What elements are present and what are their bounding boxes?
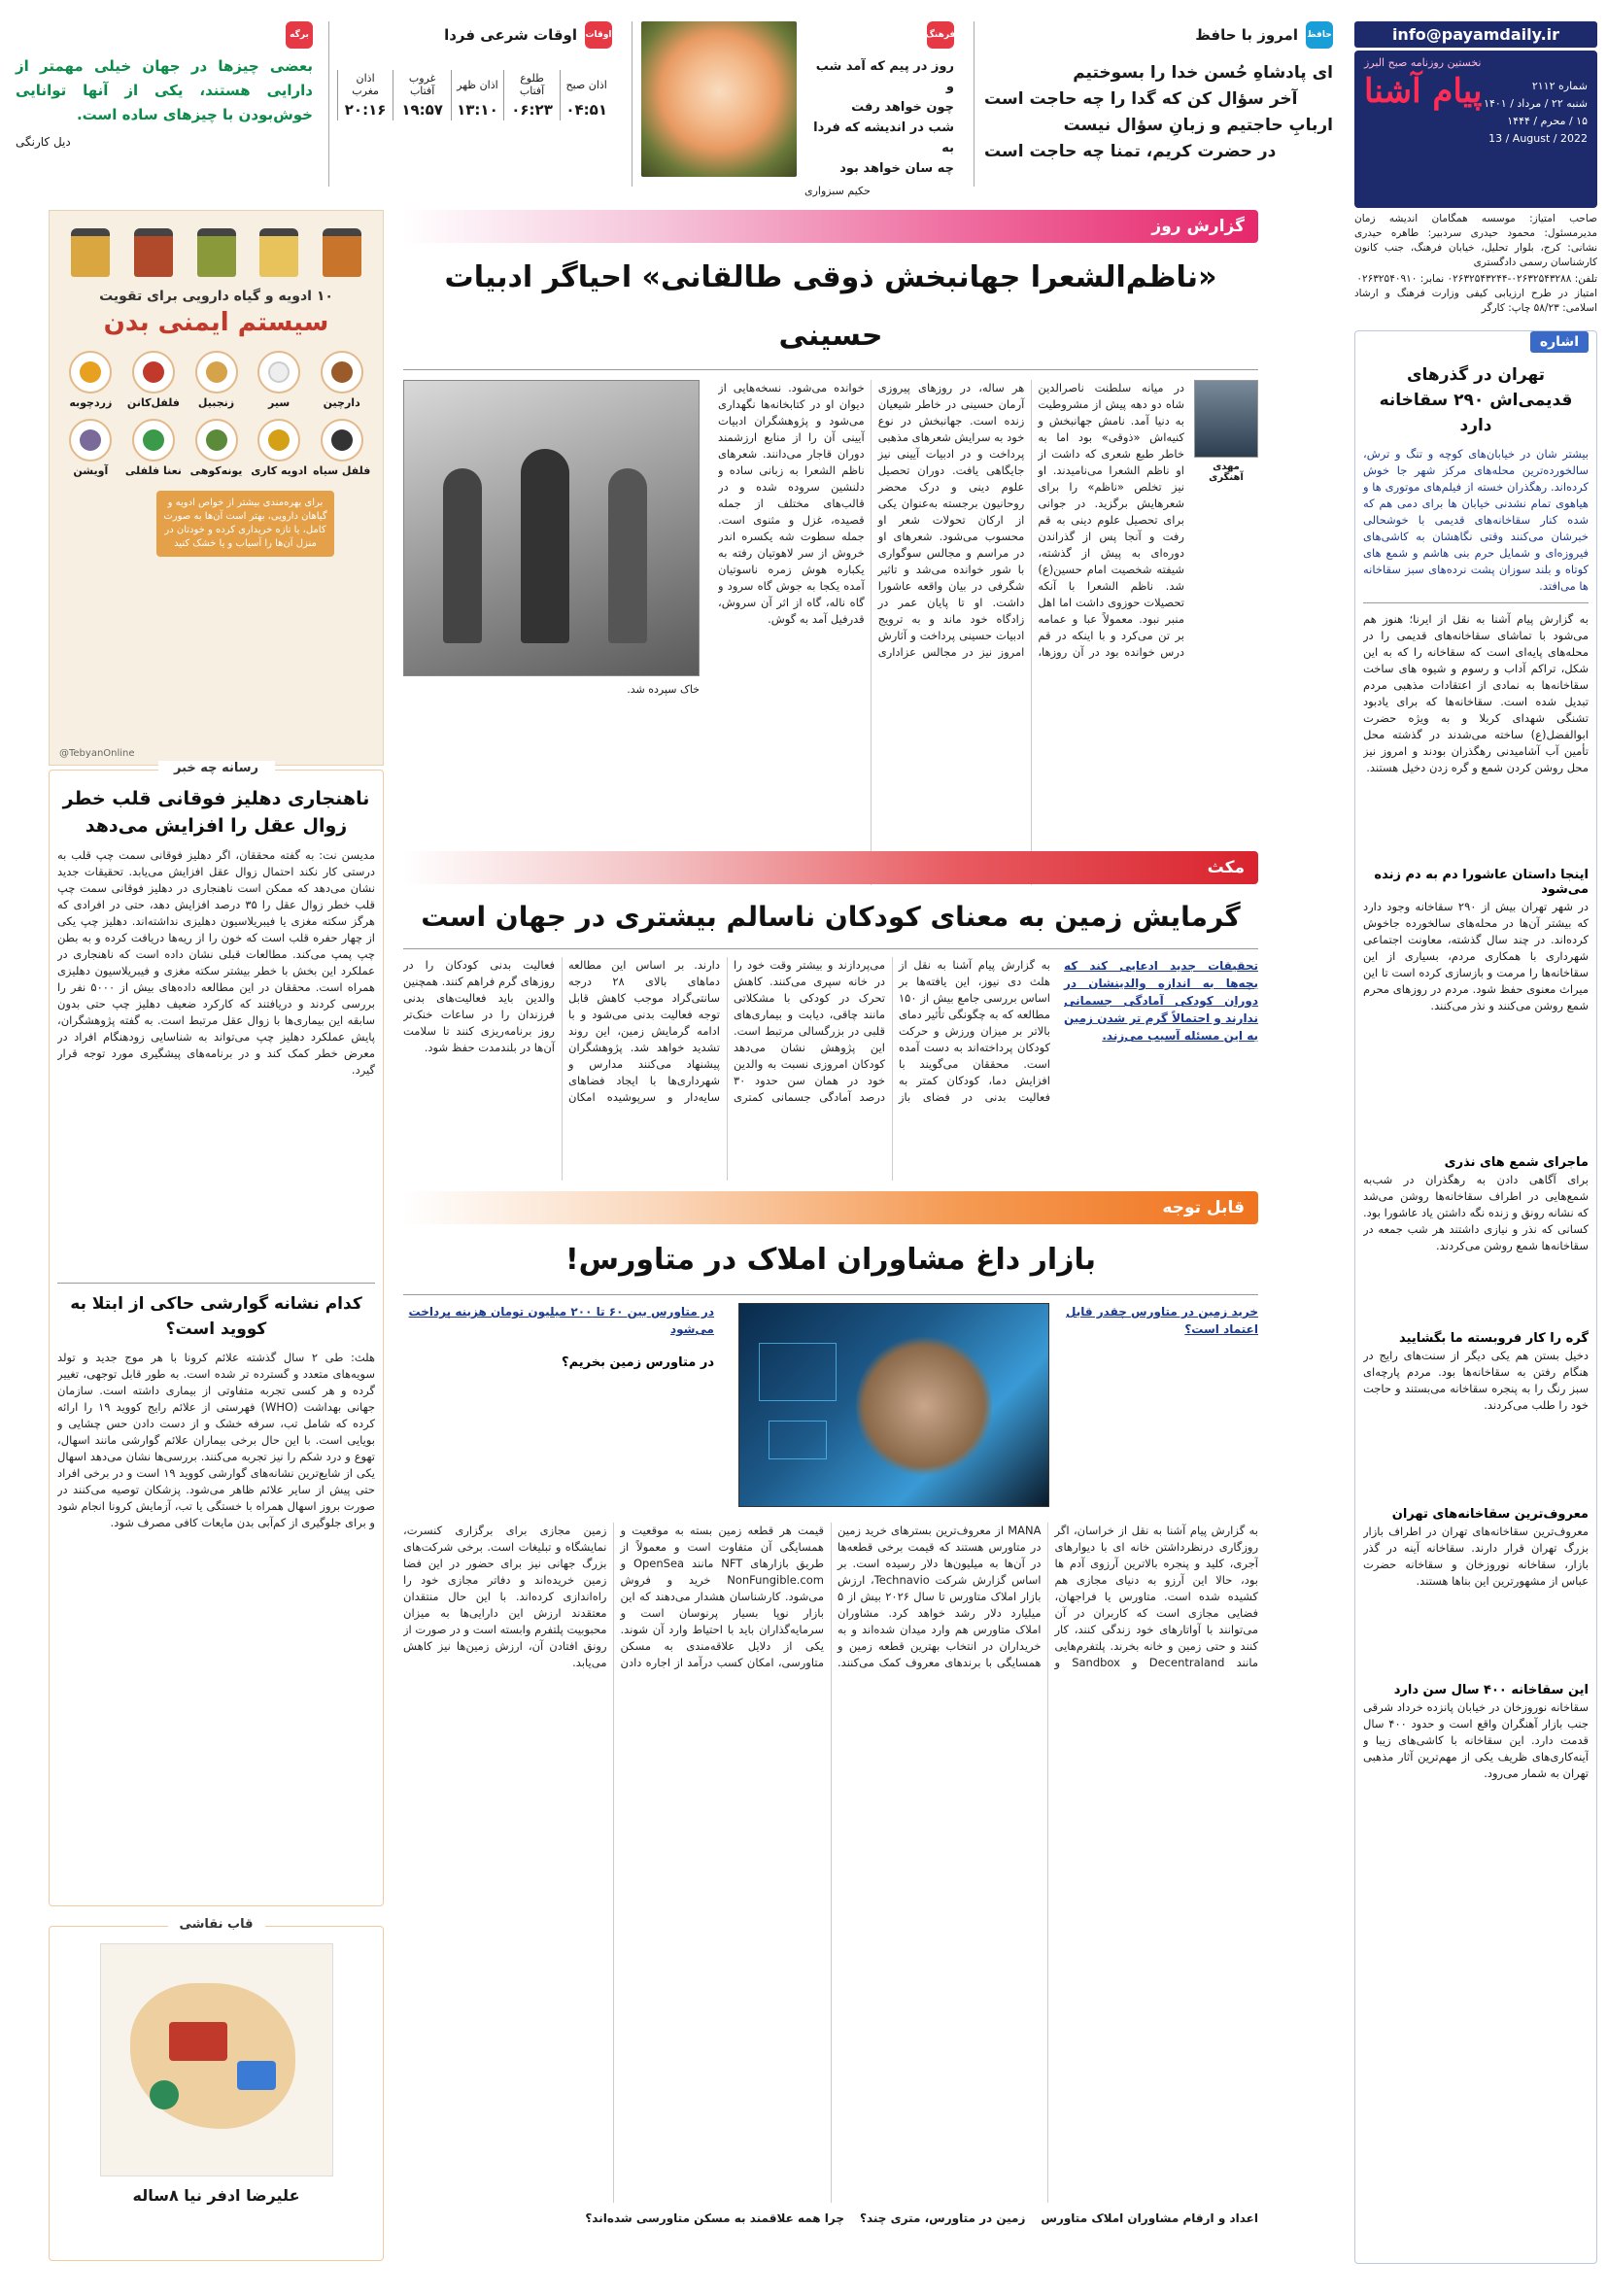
right-text: دخیل بستن هم یکی دیگر از سنت‌های رایج در هنگام رفتن به سقاخانه‌ها بود. مردم پارچه‌ای سبز رنگ را به پنجره سقاخانه می‌بستند و حاجت خود را طلب می‌کردند. <box>1363 1349 1589 1412</box>
jars-row <box>59 228 373 277</box>
herb-item: سیر <box>248 351 310 409</box>
child-drawing <box>100 1943 333 2176</box>
prayer-badge: اوقات <box>585 21 612 49</box>
poem-box: فرهنگ روز در پیم که آمد شب و چون خواهد رفت شب در اندیشه که فردا به چه سان خواهد بود حکیم سبزواری <box>632 21 962 187</box>
metaverse-intro-2: در متاورس بین ۶۰ تا ۲۰۰ میلیون تومان هزینه پرداخت می‌شود <box>408 1305 714 1336</box>
health-body: مدیسن نت: به گفته محققان، اگر دهلیز فوقانی سمت چپ قلب به درستی کار نکند احتمال زوال عقل افزایش می‌یابد. تحقیقات جدید نشان می‌دهد که ممکن است ناهنجاری در دهلیز فوقانی سمت چپ قلب خطر زوال عقل را ۳۵ درصد افزایش دهد، حتی در افرادی که هرگز سکته مغزی یا فیبریلاسیون دهلیزی نداشته‌اند. دهلیز چپ یکی از چهار حفره قلب است که خون را از ریه‌ها دریافت کرده و به بطن چپ پمپ می‌کند. مطالعات قبلی نشان داده است که ناهنجاری در عملکرد این بخش با خطر بیشتر سکته مغزی و فیبریلاسیون دهلیزی همراه است. محققان در این مطالعه داده‌های بیش از ۵۰۰۰ نفر را بررسی کردند و دریافتند که کارکرد ضعیف دهلیز چپ حتی بدون سابقه این بیماری‌ها با زوال عقل مرتبط است. به گفته پژوهشگران، پایش عملکرد دهلیز چپ می‌تواند به شناسایی زودهنگام افراد در معرض خطر کمک کند و در برنامه‌های پیشگیری مورد توجه قرار گیرد. <box>57 848 375 1077</box>
herb-item: ادویه کاری <box>248 419 310 477</box>
herb-item: فلفل سیاه <box>311 419 373 477</box>
right-subhead: معروف‌ترین سقاخانه‌های تهران <box>1391 1507 1589 1522</box>
herb-item: نعنا فلفلی <box>122 419 185 477</box>
metaverse-article <box>403 1191 1258 2270</box>
metaverse-image <box>738 1303 1049 1507</box>
lead-article <box>403 210 1258 841</box>
quote-author: دیل کارنگی <box>16 135 71 149</box>
date-fa: شنبه ۲۲ / مرداد / ۱۴۰۱ <box>1484 97 1588 110</box>
photo-caption: خاک سپرده شد. <box>627 683 700 696</box>
ad-title-big: سیستم ایمنی بدن <box>103 308 329 337</box>
quote-box <box>10 21 319 187</box>
lead-photo <box>403 380 700 676</box>
issue-number: شماره ۲۱۱۲ <box>1531 80 1588 92</box>
right-lead: بیشتر شان در خیابان‌های کوچه و تنگ و ترش، سالخورده‌ترین محله‌های مرکز شهر جا خوش کرده‌اند. رهگذران خسته از فیلم‌های موتوری ها و هیاهوی تمام نشدنی خیابان ها برای دمی هم که شده کنار سقاخانه‌های قدیمی با خوشحالی خبرشان می‌کنند وقتی نگاهشان به کاشی‌های فیروزه‌ای و شمایل حرم بنی هاشم و شمع های کوتاه و بلند سوزان پشت نرده‌های سبز سقاخانه ها می‌افتد. <box>1363 447 1589 593</box>
right-text: سقاخانه نوروزخان در خیابان پانزده خرداد شرقی جنب بازار آهنگران واقع است و حدود ۴۰۰ سال قدمت دارد. این سقاخانه با کاشی‌های زیبا و آینه‌کاری‌های ظریف یکی از مهم‌ترین آثار مذهبی تهران به شمار می‌رود. <box>1363 1700 1589 1780</box>
herb-item: فلفل‌کانن <box>122 351 185 409</box>
right-text: در شهر تهران بیش از ۲۹۰ سقاخانه وجود دارد که بیشتر آن‌ها در محله‌های سالخورده جاخوش کرده‌اند. در چند سال گذشته، معاونت اجتماعی شهرداری با همکاری مردم، بسیاری از این سقاخانه‌ها را مرمت و بازسازی کرده است تا این میراث معنوی حفظ شود. مردم در روزهای محرم شمع روشن می‌کنند و نذر می‌کنند. <box>1363 900 1589 1012</box>
lead-body: در میانه سلطنت ناصرالدین شاه دو دهه پیش از مشروطیت به دنیا آمد. نامش جهانبخش و کنیه‌اش «ذوقی» بود اما به خاطر طبع شعری که داشت از او ناظم الشعرا می‌نامیدند. او نیز تخلص «ناظم» را برای شعرهایش برگزید. در جوانی برای تحصیل علوم دینی به قم رفت و آنجا پس از گذراندن دوره‌ای به پیش از گذشته، شیفته شخصیت امام حسین(ع) شد. ناظم الشعرا با آنکه تحصیلات حوزوی داشت اما اهل منبر نبود. معمولاً عبا و عمامه بر تن می‌کرد و با اینکه در قم درس خوانده بود در آن روزها، هر ساله، در روزهای پیروزی آرمان حسینی در خاطر شیعیان زنده است. جهانبخش در نوع خود به سرایش شعرهای مذهبی پرداخت و در ادبیات آیینی نیز جایگاهی یافت. دوران تحصیل علوم دینی و درک محضر روحانیون برجسته به‌عنوان یکی از ارکان تحولات شعر او محسوب می‌شود. شعرهای او در مراسم و مجالس سوگواری با شور خوانده می‌شد و تاثیر شگرفی در بیان واقعه عاشورا داشت. او تا پایان عمر در زادگاه خود ماند و به ترویج ادبیات حسینی پرداخت و آثارش امروز نیز در مجالس عزاداری خوانده می‌شود. نسخه‌هایی از دیوان او در کتابخانه‌ها نگهداری می‌شود و پژوهشگران ادبیات آیینی آن را از منابع ارزشمند دوران قاجار می‌دانند. شعرهای ناظم الشعرا به زبانی ساده و دلنشین سروده شده و در قالب‌های مختلف از جمله قصیده، غزل و مثنوی است. جمله سطوت شه یکسره اندر خروش از سر لاهوتیان رفته به یکباره هوش زمره ناسوتیان آمده یکجا به جوش گاه سرود و گاه ناله، گاه از اثر آن سروش، قدرفیل آمد به گوش. <box>718 381 1184 659</box>
poem-author: حکیم سبزواری <box>804 185 871 197</box>
metaverse-subhead: چرا همه علاقمند به مسکن متاورسی شده‌اند؟ <box>585 2211 844 2225</box>
metaverse-subhead: زمین در متاورس، متری چند؟ <box>860 2211 1026 2225</box>
hafez-badge: حافظ <box>1306 21 1333 49</box>
masthead <box>1354 25 1597 208</box>
ad-handle[interactable]: @TebyanOnline <box>59 748 135 759</box>
poem-badge: فرهنگ <box>927 21 954 49</box>
lead-section-banner: گزارش روز <box>403 210 1258 243</box>
herb-item: آویشن <box>59 419 121 477</box>
right-subhead: این سقاخانه ۴۰۰ سال سن دارد <box>1393 1683 1589 1697</box>
health-section-tab: رسانه چه خبر <box>158 761 275 775</box>
right-text: معروف‌ترین سقاخانه‌های تهران در اطراف بازار بزرگ تهران قرار دارند. سقاخانه آینه در گذر بازار، سقاخانه نوروزخان و سقاخانه حضرت عباس از مشهورترین این بناها هستند. <box>1363 1525 1589 1588</box>
date-hijri: ۱۵ / محرم / ۱۴۴۴ <box>1507 115 1588 127</box>
author-photo <box>1194 380 1258 458</box>
ground-article <box>403 851 1258 1182</box>
cartoon-section-tab: قاب نقاشی <box>168 1917 265 1932</box>
herb-item: یونه‌کوهی <box>186 419 248 477</box>
rose-image <box>641 21 797 177</box>
metaverse-section-banner: قابل توجه <box>403 1191 1258 1224</box>
health-headline-2: کدام نشانه گوارشی حاکی از ابتلا به کووید است؟ <box>70 1294 362 1339</box>
health-body-2: هلث: طی ۲ سال گذشته علائم کرونا با هر موج جدید و تولد سویه‌های متعدد و گسترده تر شده است. به طور قابل توجهی، تغییر گرده و هر کسی تجربه متفاوتی از بیماری داشته است. سازمان جهانی بهداشت (WHO) فهرستی از علائم رایج کووید ۱۹ را ارائه کرده که شامل تب، سرفه خشک و از دست دادن حس چشایی و بویایی است. با این حال برخی بیماران علائم گوارشی مانند اسهال، تهوع و درد شکم را نیز تجربه می‌کنند. بررسی‌ها نشان می‌دهد اسهال یکی از شایع‌ترین نشانه‌های گوارشی کووید ۱۹ است و در برخی افراد حتی پیش از سایر علائم ظاهر می‌شود. پزشکان توصیه می‌کنند در صورت بروز اسهال همراه با خستگی یا تب، آزمایش کرونا انجام شود و برای جلوگیری از کم‌آبی بدن مایعات کافی مصرف شود. <box>57 1351 375 1529</box>
right-body: به گزارش پیام آشنا به نقل از ایرنا؛ هنوز هم می‌شود با تماشای سقاخانه‌های قدیمی را در محله‌های پایه‌ای است که سقاخانه را که به این شکل، تراکم آداب و رسوم و شیوه های ساخت سقاخانه‌ها به نمادی از اعتقادات مذهبی مردم تبدیل شده است. سقاخانه‌ها که برای یادبود تشنگی شهدای کربلا و به ویژه حضرت ابوالفضل(ع) ساخته می‌شدند در گذشته محل تأمین آب آشامیدنی رهگذران بودند و امروز نیز محل روشن کردن شمع و گره زدن دخیل هستند. <box>1363 612 1589 774</box>
date-en: 13 / August / 2022 <box>1488 132 1588 145</box>
metaverse-subhead: در متاورس زمین بخریم؟ <box>562 1355 714 1370</box>
herb-item: زردچوبه <box>59 351 121 409</box>
lead-headline: «ناظم‌الشعرا جهانبخش ذوقی طالقانی» احیاگر ادبیات حسینی <box>444 260 1217 353</box>
right-subhead: ماجرای شمع های نذری <box>1444 1155 1589 1170</box>
herbs-ad[interactable] <box>49 210 384 766</box>
tagline: نخستین روزنامه صبح البرز <box>1364 56 1482 69</box>
metaverse-intro: خرید زمین در متاورس چقدر قابل اعتماد است؟ <box>1065 1305 1258 1336</box>
cartoon-section <box>49 1917 384 2261</box>
ad-title-small: ۱۰ ادویه و گیاه دارویی برای تقویت <box>99 289 333 304</box>
herb-item: دارچین <box>311 351 373 409</box>
herb-item: زنجبیل <box>186 351 248 409</box>
right-text: برای آگاهی دادن به رهگذران در شب‌به شمع‌هایی در اطراف سقاخانه‌ها روشن می‌شد که نشانه رونق و زنده نگه داشتن یاد عاشورا بود. کسانی که نذر و نیازی داشتند هر شب جمعه در سقاخانه‌ها شمع روشن می‌کردند. <box>1363 1173 1589 1252</box>
right-headline: تهران در گذرهای قدیمی‌اش ۲۹۰ سقاخانه دارد <box>1379 365 1573 435</box>
ground-body: به گزارش پیام آشنا به نقل از هلث دی نیوز، این یافته‌ها بر اساس بررسی جامع بیش از ۱۵۰ مطالعه که به چگونگی تأثیر دمای بالاتر بر میزان ورزش و حرکت کودکان پرداخته‌اند به دست آمده است. محققان می‌گویند با افزایش دما، کودکان کمتر به فعالیت بدنی در فضای باز می‌پردازند و بیشتر وقت خود را در خانه سپری می‌کنند. کاهش تحرک در کودکی با مشکلاتی مانند چاقی، دیابت و بیماری‌های قلبی در بزرگسالی مرتبط است. این پژوهش نشان می‌دهد کودکان امروزی نسبت به والدین خود در همان سن حدود ۳۰ درصد آمادگی جسمانی کمتری دارند. بر اساس این مطالعه دماهای بالای ۲۸ درجه سانتی‌گراد موجب کاهش قابل توجه فعالیت بدنی می‌شود و با ادامه گرمایش زمین، این روند تشدید خواهد شد. پژوهشگران پیشنهاد می‌کنند مدارس و شهرداری‌ها با ایجاد فضاهای سایه‌دار و سرپوشیده امکان فعالیت بدنی کودکان را در روزهای گرم فراهم کنند. همچنین والدین باید فعالیت‌های بدنی فرزندان را در ساعات خنک‌تر روز برنامه‌ریزی کنند تا سلامت آن‌ها در بلندمدت حفظ شود. <box>403 958 1050 1104</box>
logo: پیام آشنا <box>1364 72 1483 111</box>
ground-headline: گرمایش زمین به معنای کودکان ناسالم بیشتری در جهان است <box>421 901 1241 933</box>
right-section-tab: اشاره <box>1530 331 1589 353</box>
prayer-box <box>328 21 620 187</box>
author-name: مهدی آهنگری <box>1209 462 1244 483</box>
right-subhead: اینجا داستان عاشورا دم به دم زنده می‌شود <box>1374 868 1589 897</box>
metaverse-headline: بازار داغ مشاوران املاک در متاورس! <box>564 1243 1097 1277</box>
prayer-table: اذان صبح طلوع آفتاب اذان ظهر غروب آفتاب اذان مغرب ۰۴:۵۱ ۰۶:۲۳ ۱۳:۱۰ ۱۹:۵۷ ۲۰:۱۶ <box>337 70 612 120</box>
ad-note: برای بهره‌مندی بیشتر از خواص ادویه و گیاهان دارویی، بهتر است آن‌ها به صورت کامل، یا تازه خریداری کرده و خودتان در منزل آن‌ها را آسیاب و یا خشک کنید <box>156 491 334 557</box>
hafez-box: حافظ امروز با حافظ ای پادشاهِ حُسن خدا را بسوختیم آخر سؤال کن که گدا را چه حاجت است اربابِ حاجتیم و زبانِ سؤال نیست در حضرت کریم، تمنا چه حاجت است <box>974 21 1343 187</box>
cartoon-caption: علیرضا ادفر نیا ۸ساله <box>132 2186 300 2205</box>
herb-grid <box>59 351 373 477</box>
right-subhead: گره را کار فروبسته ما بگشایید <box>1399 1331 1589 1346</box>
quote-text: بعضی چیزها در جهان خیلی مهمتر از دارایی هستند، یکی از آنها توانایی خوش‌بودن با چیزهای ساده است. <box>16 57 313 123</box>
metaverse-body: به گزارش پیام آشنا به نقل از خراسان، اگر روزگاری درنظرداشتن خانه ای با دیوارهای آجری، کلید و پنجره بالاترین آرزوی آدم ها بود، حالا این آرزو به دنیای مجازی هم کشیده شده است. متاورس یا فراجهان، فضایی مجازی است که کاربران در آن می‌توانند با آواتارهای خود زندگی کنند، کار کنند و حتی زمین و خانه بخرند. پلتفرم‌هایی مانند Decentraland و Sandbox و MANA از معروف‌ترین بسترهای خرید زمین در متاورس هستند که قیمت برخی قطعه‌ها در آن‌ها به میلیون‌ها دلار رسیده است. بر اساس گزارش شرکت Technavio، ارزش بازار املاک متاورس تا سال ۲۰۲۶ بیش از ۵ میلیارد دلار رشد خواهد کرد. مشاوران املاک متاورس هم وارد میدان شده‌اند و به خریداران در انتخاب بهترین قطعه زمین و همسایگی با برندهای معروف کمک می‌کنند. قیمت هر قطعه زمین بسته به موقعیت و همسایگی آن متفاوت است و معمولاً از طریق بازارهای NFT مانند OpenSea و NonFungible.com خرید و فروش می‌شود. کارشناسان هشدار می‌دهند که این بازار نوپا بسیار پرنوسان است و سرمایه‌گذاران باید با احتیاط وارد آن شوند. یکی از دلایل علاقه‌مندی به مسکن متاورسی، امکان کسب درآمد از اجاره دادن زمین مجازی برای برگزاری کنسرت، نمایشگاه و تبلیغات است. برخی شرکت‌های بزرگ جهانی نیز برای حضور در این فضا زمین خریده‌اند و دفاتر مجازی خود را راه‌اندازی کرده‌اند. با این حال منتقدان معتقدند ارزش این دارایی‌ها به میزان محبوبیت پلتفرم وابسته است و در صورت از رونق افتادن آن، ارزش زمین‌ها نیز کاهش می‌یابد. <box>403 1524 1258 1669</box>
hafez-title: امروز با حافظ <box>1195 26 1298 44</box>
ground-intro: تحقیقات جدید ادعایی کند که بچه‌ها به اندازه والدینشان در دوران کودکی آمادگی جسمانی ندارند و احتمالاً گرم تر شدن زمین به این مسئله آسیب می‌زند. <box>1064 959 1258 1043</box>
ground-section-banner: مکث <box>403 851 1258 884</box>
credits: صاحب امتیاز: موسسه همگامان اندیشه زمان مدیرمسئول: محمود حیدری سردبیر: طاهره حیدری نشانی: کرج، بلوار تحلیل، خیابان فرهنگ، جنب کانون کارشناسان رسمی دادگستری تلفن: ۰۲۶۳۲۵۴۳۲۸۸-۰۲۶۳۲۵۴۳۲۴۴ نمابر: ۰۲۶۳۲۵۴۰۹۱۰ امتیاز در طرح ارزیابی کیفی وزارت فرهنگ و ارشاد اسلامی: ۵۸/۲۳ چاپ: کارگر <box>1354 213 1597 314</box>
prayer-title: اوقات شرعی فردا <box>444 26 577 44</box>
quote-badge: برگه <box>286 21 313 49</box>
health-section <box>49 761 384 1906</box>
metaverse-subhead: اعداد و ارقام مشاوران املاک متاورس <box>1041 2211 1258 2225</box>
right-column <box>1354 330 1597 2264</box>
email[interactable]: info@payamdaily.ir <box>1354 21 1597 48</box>
health-headline: ناهنجاری دهلیز فوقانی قلب خطر زوال عقل را افزایش می‌دهد <box>62 788 370 837</box>
